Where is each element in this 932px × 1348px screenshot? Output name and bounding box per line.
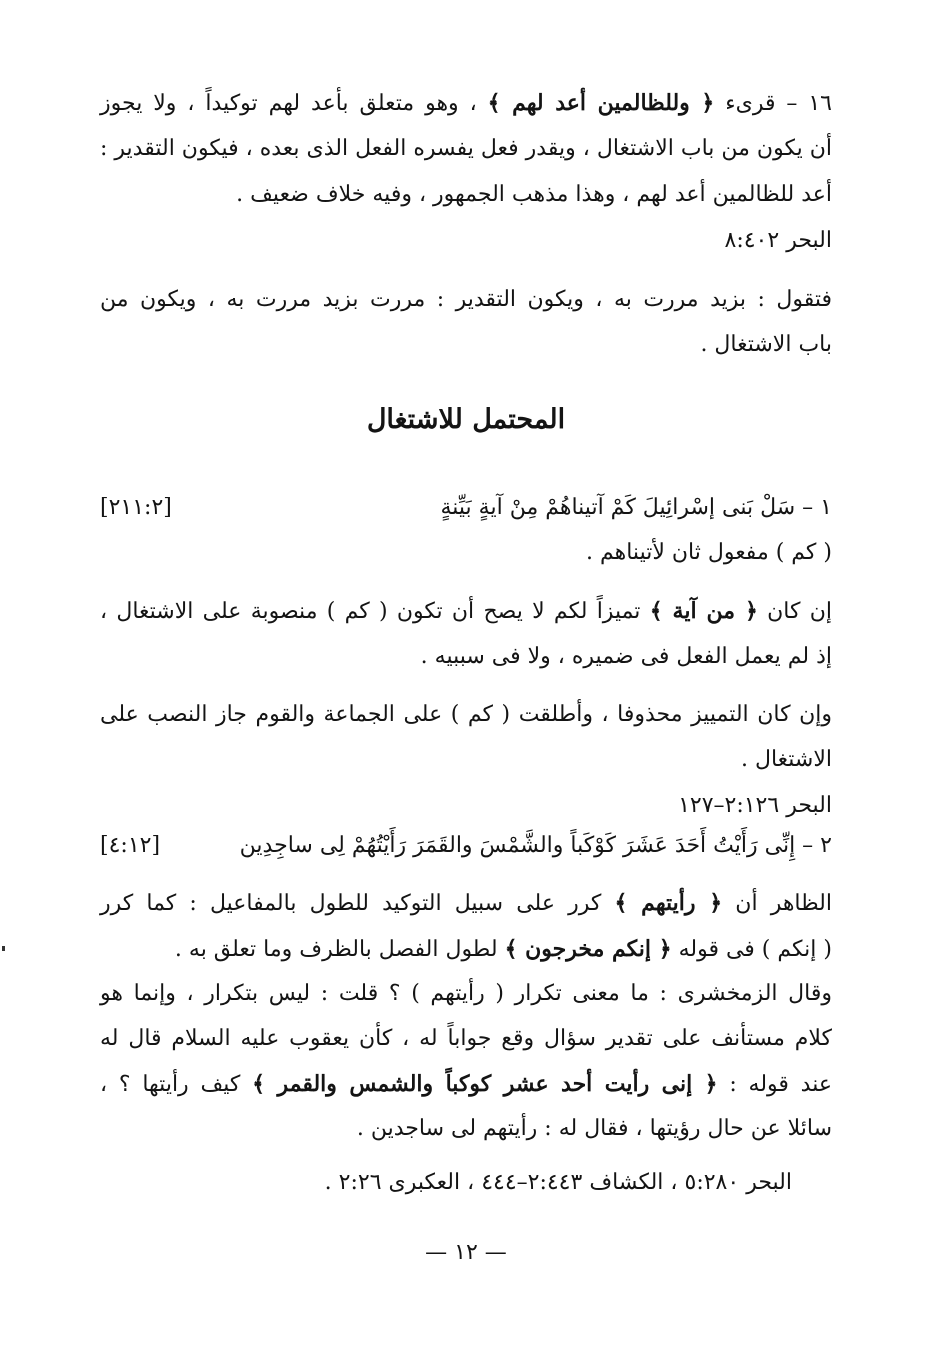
item-2-para-1-line-1 — [100, 888, 832, 919]
quran-quote: ﴿ من آية ﴾ — [649, 598, 758, 624]
scan-mark — [2, 946, 5, 951]
item-2-verse-ref: [٤:١٢] — [100, 833, 161, 858]
item-2-para-1-cont: ( إنكم ) فى قوله — [671, 937, 832, 962]
item-1-source: البحر ٢:١٢٦–١٢٧ — [678, 793, 832, 818]
item-1-verse-ref: [٢١١:٢] — [100, 495, 172, 520]
item-2-para-2-line-1: وقال الزمخشرى : ما معنى تكرار ( رأيتهم ) ؟ قلت : ليس بتكرار ، وإنما هو — [100, 981, 832, 1006]
item-2-para-1-rest: كرر على سبيل التوكيد للطول بالمفاعيل : كما كرر — [100, 891, 615, 916]
quran-quote: ﴿ وللظالمين أعد لهم ﴾ — [487, 90, 715, 116]
item-2-para-1-line-2 — [100, 934, 832, 965]
item-1-para-2-line-2: الاشتغال . — [740, 747, 832, 772]
item-1-note: ( كم ) مفعول ثان لأتيناهم . — [586, 540, 832, 565]
item-2-para-1-end: لطول الفصل بالظرف وما تعلق به . — [174, 937, 505, 962]
page-number: — ١٢ — — [425, 1240, 507, 1265]
entry-16-intro-rest: ، وهو متعلق بأعد لهم توكيداً ، ولا يجوز — [100, 91, 488, 116]
quran-quote: ﴿ إنى رأيت أحد عشر كوكباً والشمس والقمر ﴾ — [252, 1071, 718, 1097]
item-1-para-2-line-1: وإن كان التمييز محذوفا ، وأطلقت ( كم ) على الجماعة والقوم جاز النصب على — [100, 702, 832, 727]
section-heading: المحتمل للاشتغال — [366, 404, 566, 435]
entry-16-line-2: أن يكون من باب الاشتغال ، ويقدر فعل يفسره الفعل الذى بعده ، فيكون التقدير : — [100, 136, 832, 161]
item-2-para-2-rest: كيف رأيتها ؟ ، — [100, 1072, 253, 1097]
paragraph-line-1: فتقول : بزيد مررت به ، ويكون التقدير : مررت بزيد مررت به ، ويكون من — [100, 287, 832, 312]
item-2-verse: ٢ – إِنِّى رَأَيْتُ أَحَدَ عَشَرَ كَوْكَباً والشَّمْسَ والقَمَرَ رَأَيْتُهُمْ لِى ساجِدِين — [239, 833, 832, 858]
item-1-para-1-start: إن كان — [757, 599, 833, 624]
item-1-para-1-line-1 — [100, 596, 832, 627]
paragraph-line-2: باب الاشتغال . — [700, 332, 832, 357]
item-2-para-2-line-4: سائلا عن حال رؤيتها ، فقال له : رأيتهم لى ساجدين . — [356, 1116, 832, 1141]
entry-16-line-1 — [100, 88, 832, 119]
entry-16-intro: ١٦ – قرىء — [714, 91, 832, 116]
item-2-para-1-start: الظاهر أن — [722, 891, 832, 916]
item-1-para-1-rest: تميزاً لكم لا يصح أن تكون ( كم ) منصوبة على الاشتغال ، — [100, 599, 650, 624]
item-1-para-1-line-2: إذ لم يعمل الفعل فى ضميره ، ولا فى سببيه . — [420, 644, 832, 669]
item-2-para-2-start: عند قوله : — [717, 1072, 833, 1097]
entry-16-source: البحر ٨:٤٠٢ — [724, 228, 832, 253]
item-1-verse: ١ – سَلْ بَنى إسْرائِيلَ كَمْ آتيناهُمْ مِنْ آيةٍ بَيِّنةٍ — [440, 495, 832, 520]
entry-16-line-3: أعد للظالمين أعد لهم ، وهذا مذهب الجمهور ، وفيه خلاف ضعيف . — [236, 182, 832, 207]
item-2-para-2-line-2: كلام مستأنف على تقدير سؤال وقع جواباً له ، كأن يعقوب عليه السلام قال له — [100, 1026, 832, 1051]
item-2-para-2-line-3 — [100, 1069, 832, 1100]
item-2-source: البحر ٥:٢٨٠ ، الكشاف ٢:٤٤٣–٤٤٤ ، العكبرى ٢:٢٦ . — [324, 1170, 792, 1195]
quran-quote: ﴿ إنكم مخرجون ﴾ — [504, 936, 672, 962]
quran-quote: ﴿ رأيتهم ﴾ — [614, 890, 723, 916]
